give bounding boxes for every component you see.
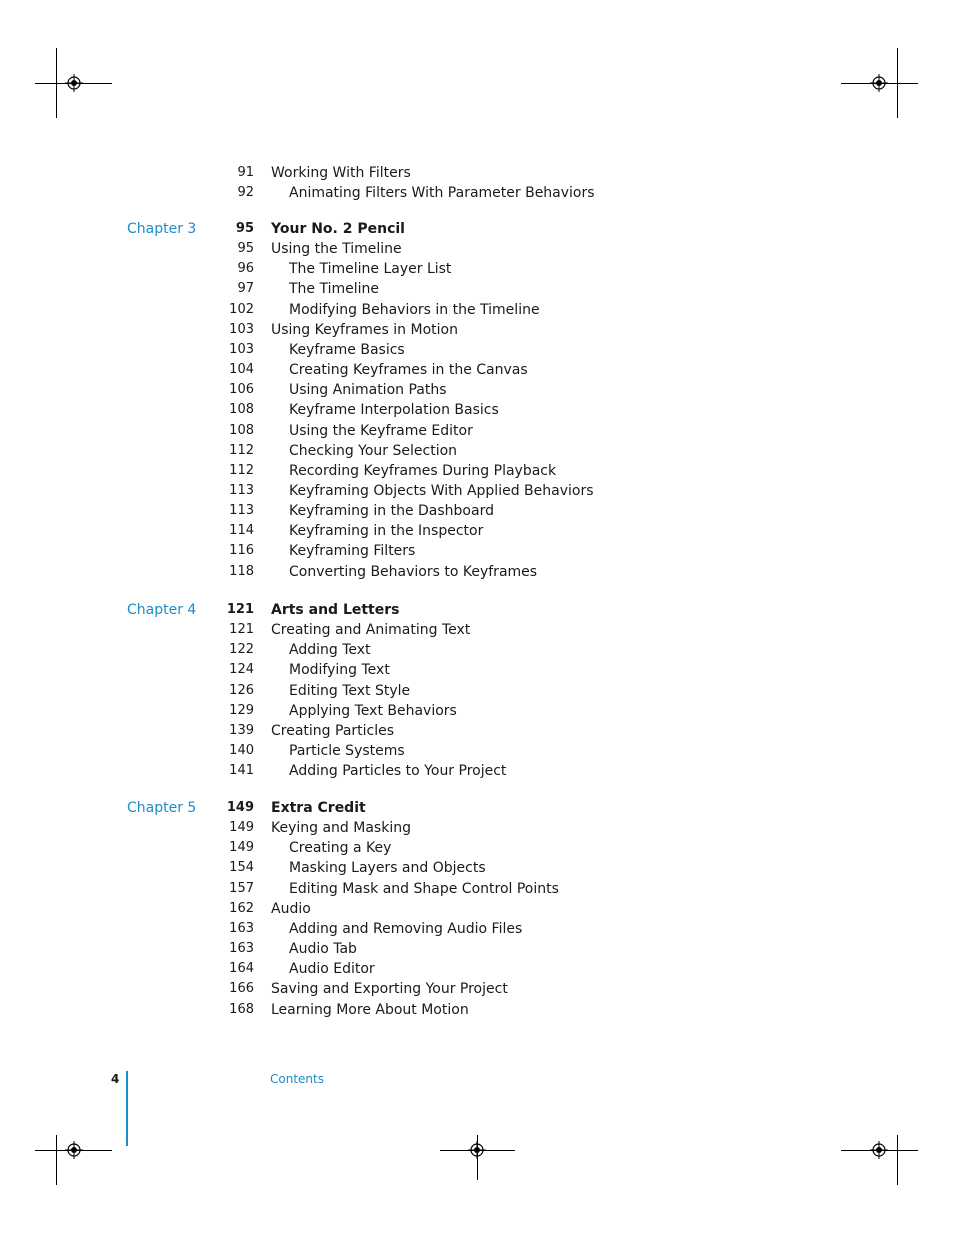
- toc-page-number: 149: [229, 820, 254, 836]
- toc-entry-title: Animating Filters With Parameter Behaviors: [289, 185, 595, 202]
- toc-page-number: 106: [229, 382, 254, 398]
- toc-entry[interactable]: [0, 501, 954, 521]
- toc-page-number: 166: [229, 981, 254, 997]
- toc-page-number: 114: [229, 523, 254, 539]
- chapter-title: Arts and Letters: [271, 602, 400, 618]
- toc-entry[interactable]: [0, 600, 954, 620]
- toc-entry[interactable]: [0, 761, 954, 781]
- toc-entry-title: Audio Tab: [289, 941, 357, 958]
- toc-page-number: 139: [229, 722, 254, 738]
- chapter-title: Your No. 2 Pencil: [271, 221, 405, 237]
- toc-page-number: 164: [229, 961, 254, 977]
- toc-entry[interactable]: [0, 798, 954, 818]
- toc-page-number: 149: [226, 800, 254, 815]
- registration-mark-icon: [468, 1141, 486, 1159]
- toc-entry[interactable]: [0, 562, 954, 582]
- section-label: Contents: [270, 1072, 324, 1086]
- toc-entry-title: Converting Behaviors to Keyframes: [289, 563, 538, 580]
- toc-page-number: 154: [229, 860, 254, 876]
- toc-entry-title: Keyframing Objects With Applied Behaviors: [289, 482, 594, 499]
- toc-entry-title: Keyframe Basics: [289, 341, 405, 358]
- toc-entry[interactable]: [0, 400, 954, 420]
- toc-entry-title: Creating Particles: [271, 722, 395, 739]
- toc-entry[interactable]: [0, 521, 954, 541]
- toc-entry[interactable]: [0, 721, 954, 741]
- toc-page-number: 149: [229, 840, 254, 856]
- toc-entry-title: Creating a Key: [289, 840, 392, 857]
- toc-page-number: 129: [229, 702, 254, 718]
- toc-entry[interactable]: [0, 481, 954, 501]
- toc-entry-title: Using the Timeline: [271, 241, 402, 258]
- chapter-label: Chapter 5: [127, 800, 197, 816]
- toc-entry-title: Using Animation Paths: [289, 382, 447, 399]
- toc-page-number: 116: [229, 543, 254, 559]
- toc-page-number: 140: [229, 743, 254, 759]
- toc-entry-title: Masking Layers and Objects: [289, 860, 486, 877]
- toc-page-number: 113: [229, 503, 254, 519]
- toc-page-number: 121: [229, 622, 254, 638]
- toc-entry[interactable]: [0, 858, 954, 878]
- toc-entry[interactable]: [0, 239, 954, 259]
- toc-entry[interactable]: [0, 320, 954, 340]
- toc-entry-title: Saving and Exporting Your Project: [271, 981, 508, 998]
- toc-entry[interactable]: [0, 441, 954, 461]
- toc-entry[interactable]: [0, 620, 954, 640]
- toc-page-number: 97: [237, 281, 254, 297]
- toc-page-number: 168: [229, 1001, 254, 1017]
- toc-page-number: 112: [229, 442, 254, 458]
- toc-page-number: 104: [229, 362, 254, 378]
- toc-entry-title: Keyframe Interpolation Basics: [289, 402, 499, 419]
- toc-entry-title: Keyframing Filters: [289, 543, 416, 560]
- toc-entry[interactable]: [0, 741, 954, 761]
- toc-entry-title: Keyframing in the Dashboard: [289, 503, 494, 520]
- toc-entry[interactable]: [0, 380, 954, 400]
- toc-entry-title: Using Keyframes in Motion: [271, 321, 458, 338]
- toc-entry[interactable]: [0, 681, 954, 701]
- toc-entry-title: Adding Particles to Your Project: [289, 763, 507, 780]
- registration-mark-icon: [870, 1141, 888, 1159]
- toc-entry[interactable]: [0, 959, 954, 979]
- chapter-label: Chapter 3: [127, 221, 197, 237]
- toc-entry[interactable]: [0, 939, 954, 959]
- toc-entry-title: Learning More About Motion: [271, 1001, 469, 1018]
- toc-page-number: 108: [229, 422, 254, 438]
- toc-entry-title: Creating and Animating Text: [271, 622, 471, 639]
- chapter-label: Chapter 4: [127, 602, 197, 618]
- toc-page-number: 157: [229, 880, 254, 896]
- toc-entry-title: The Timeline: [289, 281, 380, 298]
- toc-entry-title: Adding and Removing Audio Files: [289, 920, 523, 937]
- toc-entry-title: Keyframing in the Inspector: [289, 523, 484, 540]
- toc-page-number: 96: [237, 261, 254, 277]
- toc-entry[interactable]: [0, 340, 954, 360]
- toc-page-number: 113: [229, 482, 254, 498]
- toc-entry-title: Working With Filters: [271, 165, 411, 181]
- toc-entry[interactable]: [0, 219, 954, 239]
- toc-page-number: 163: [229, 920, 254, 936]
- toc-entry-title: Recording Keyframes During Playback: [289, 462, 557, 479]
- toc-page-number: 103: [229, 341, 254, 357]
- toc-page-number: 122: [229, 642, 254, 658]
- toc-entry[interactable]: [0, 838, 954, 858]
- toc-entry[interactable]: [0, 919, 954, 939]
- toc-page-number: 92: [237, 185, 254, 201]
- toc-entry-title: Modifying Behaviors in the Timeline: [289, 301, 540, 318]
- toc-entry-title: Adding Text: [289, 642, 371, 659]
- toc-entry[interactable]: [0, 660, 954, 680]
- toc-entry-title: Editing Mask and Shape Control Points: [289, 880, 559, 897]
- page-number: 4: [111, 1072, 120, 1086]
- toc-page-number: 108: [229, 402, 254, 418]
- toc-entry[interactable]: [0, 360, 954, 380]
- toc-page-number: 112: [229, 462, 254, 478]
- toc-page-number: 163: [229, 941, 254, 957]
- toc-page-number: 126: [229, 682, 254, 698]
- toc-entry[interactable]: [0, 300, 954, 320]
- chapter-title: Extra Credit: [271, 800, 366, 816]
- toc-entry-title: Applying Text Behaviors: [289, 702, 457, 719]
- registration-mark-icon: [65, 74, 83, 92]
- toc-entry[interactable]: [0, 259, 954, 279]
- toc-entry[interactable]: [0, 541, 954, 561]
- toc-entry-title: Modifying Text: [289, 662, 390, 679]
- toc-entry-title: The Timeline Layer List: [289, 261, 452, 278]
- registration-mark-icon: [65, 1141, 83, 1159]
- toc-entry[interactable]: [0, 701, 954, 721]
- toc-page-number: 103: [229, 321, 254, 337]
- toc-entry[interactable]: [0, 640, 954, 660]
- toc-entry[interactable]: [0, 163, 954, 183]
- toc-entry[interactable]: [0, 421, 954, 441]
- footer-divider: [126, 1071, 128, 1146]
- toc-page-number: 118: [229, 563, 254, 579]
- toc-page-number: 124: [229, 662, 254, 678]
- toc-page-number: 162: [229, 900, 254, 916]
- toc-entry-title: Creating Keyframes in the Canvas: [289, 362, 528, 379]
- toc-entry[interactable]: [0, 279, 954, 299]
- toc-entry[interactable]: [0, 818, 954, 838]
- toc-entry-title: Particle Systems: [289, 743, 405, 760]
- toc-page-number: 91: [237, 165, 254, 180]
- toc-page-number: 95: [235, 221, 254, 236]
- toc-entry-title: Audio Editor: [289, 961, 375, 978]
- toc-entry[interactable]: [0, 1000, 954, 1020]
- toc-page-number: 141: [229, 763, 254, 779]
- toc-page-number: 121: [226, 602, 254, 617]
- toc-entry-title: Editing Text Style: [289, 682, 411, 699]
- toc-entry-title: Audio: [271, 900, 311, 917]
- toc-entry[interactable]: [0, 183, 954, 203]
- toc-entry[interactable]: [0, 979, 954, 999]
- toc-page-number: 95: [237, 241, 254, 257]
- toc-page-number: 102: [229, 301, 254, 317]
- toc-entry[interactable]: [0, 879, 954, 899]
- toc-entry-title: Keying and Masking: [271, 820, 411, 837]
- toc-entry[interactable]: [0, 461, 954, 481]
- toc-entry-title: Using the Keyframe Editor: [289, 422, 473, 439]
- toc-entry[interactable]: [0, 899, 954, 919]
- toc-entry-title: Checking Your Selection: [289, 442, 458, 459]
- registration-mark-icon: [870, 74, 888, 92]
